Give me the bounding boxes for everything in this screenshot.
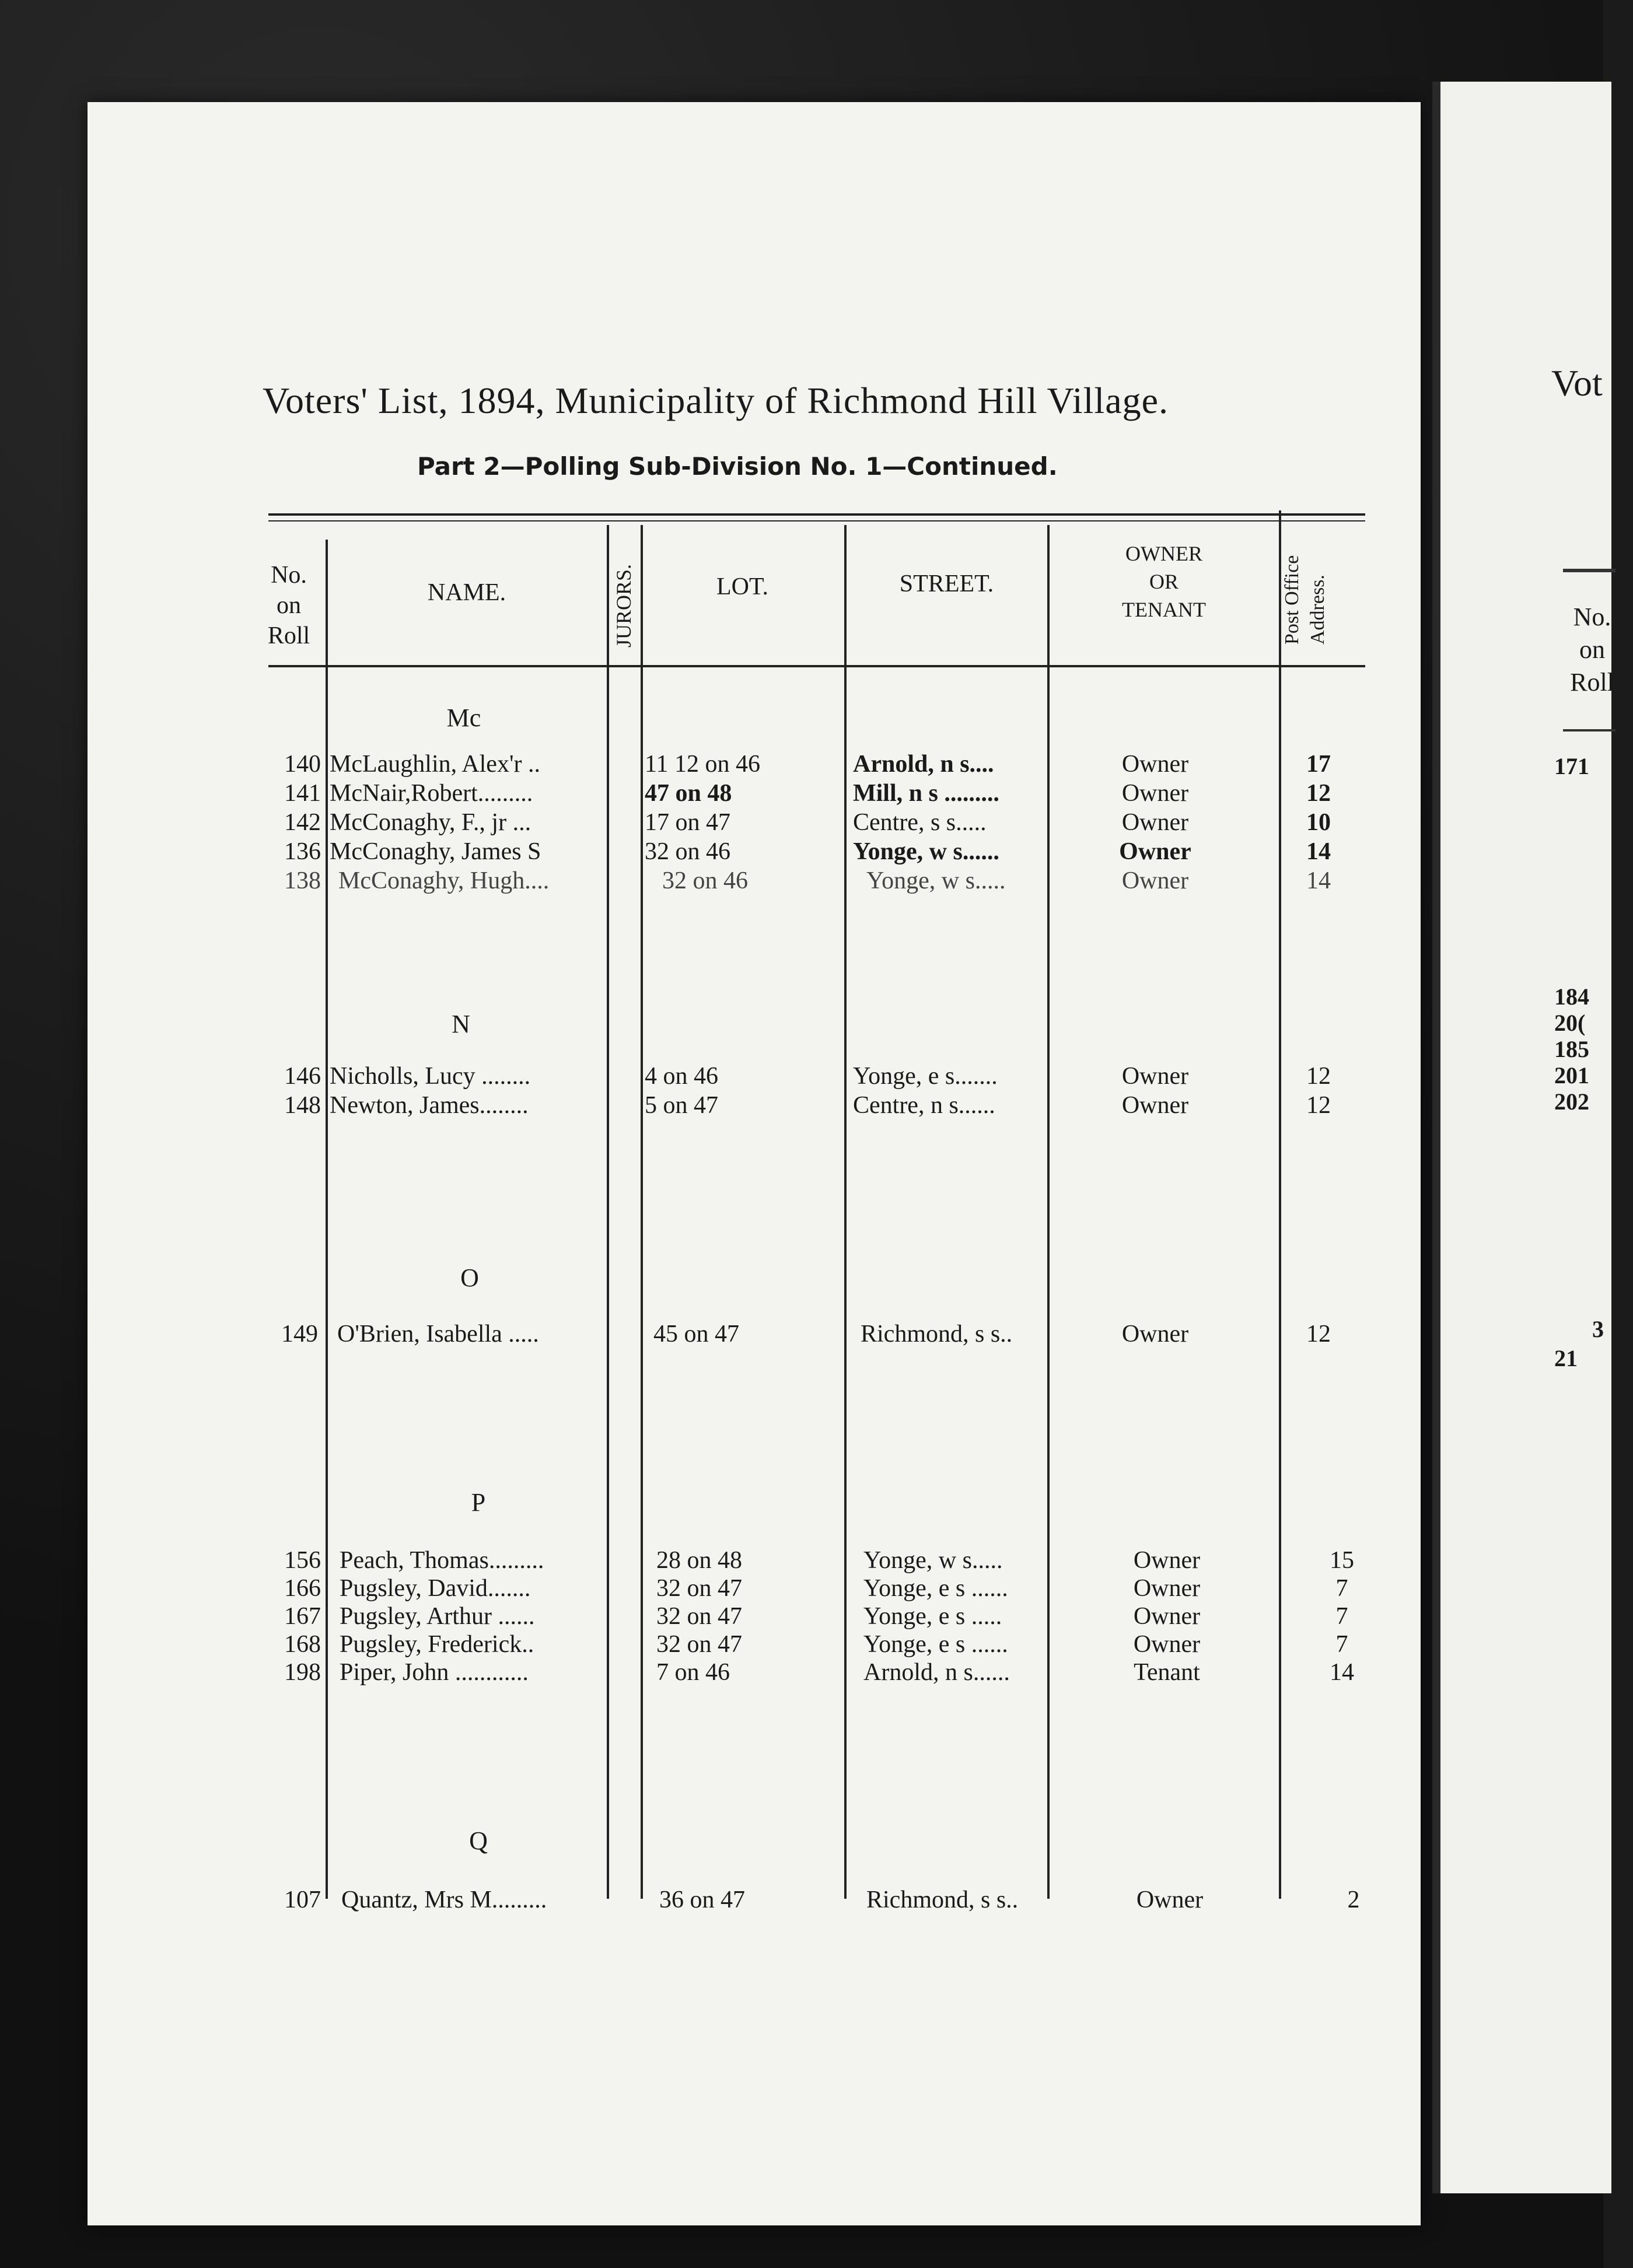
- facing-roll-number: 184: [1554, 984, 1589, 1010]
- street: Yonge, w s......: [853, 838, 999, 865]
- header-jurors: JURORS.: [612, 564, 635, 648]
- table-row: [0, 1885, 1603, 1915]
- table-row: [0, 837, 1603, 866]
- header-lot: LOT.: [716, 573, 769, 600]
- street: Richmond, s s..: [861, 1321, 1013, 1348]
- header-owner-or-tenant: [1050, 540, 1278, 624]
- street: Yonge, e s ......: [863, 1575, 1008, 1602]
- voter-name: McLaughlin, Alex'r ..: [330, 751, 540, 778]
- header-no-on-roll: [257, 560, 321, 651]
- lot: 32 on 46: [662, 867, 748, 894]
- roll-number: 166: [284, 1575, 321, 1602]
- voter-name: Piper, John ............: [340, 1659, 529, 1686]
- voter-name: McConaghy, Hugh....: [338, 867, 550, 894]
- street: Arnold, n s......: [863, 1659, 1010, 1686]
- facing-roll-number: 201: [1554, 1062, 1589, 1088]
- post-office: 17: [1306, 751, 1331, 778]
- post-office: 12: [1306, 1321, 1331, 1348]
- post-office: 10: [1306, 809, 1331, 836]
- facing-page-title: Vot: [1551, 362, 1603, 404]
- table-top-rule-thin: [268, 520, 1365, 522]
- lot: 47 on 48: [645, 780, 732, 807]
- street: Yonge, e s.......: [853, 1063, 998, 1090]
- section-letter: Mc: [446, 704, 481, 732]
- owner-tenant: Owner: [1133, 1547, 1201, 1574]
- street: Richmond, s s..: [866, 1887, 1019, 1913]
- voter-name: Pugsley, Frederick..: [340, 1631, 534, 1658]
- owner-tenant: Owner: [1121, 867, 1189, 894]
- owner-tenant: Owner: [1136, 1887, 1204, 1913]
- column-divider: [1279, 510, 1281, 1899]
- roll-number: 198: [284, 1659, 321, 1686]
- roll-number: 142: [284, 809, 321, 836]
- facing-roll-number: 21: [1554, 1345, 1578, 1371]
- voter-name: Quantz, Mrs M.........: [341, 1887, 547, 1913]
- voter-name: Pugsley, David.......: [340, 1575, 531, 1602]
- owner-tenant: Owner: [1121, 1321, 1189, 1348]
- voter-name: McConaghy, F., jr ...: [330, 809, 531, 836]
- facing-roll-number: 3: [1592, 1316, 1604, 1342]
- owner-tenant: Tenant: [1134, 1659, 1200, 1686]
- header-name: NAME.: [427, 579, 506, 606]
- voter-name: Peach, Thomas.........: [340, 1547, 544, 1574]
- lot: 32 on 47: [656, 1575, 742, 1602]
- section-letter: N: [452, 1010, 470, 1038]
- table-row: [0, 1602, 1603, 1631]
- lot: 5 on 47: [645, 1092, 718, 1119]
- table-row: [0, 1546, 1603, 1575]
- table-row: [0, 866, 1603, 895]
- owner-tenant: Owner: [1121, 1092, 1189, 1119]
- table-row: [0, 779, 1603, 808]
- facing-page-header: [1551, 601, 1633, 699]
- lot: 32 on 47: [656, 1603, 742, 1630]
- facing-page: [1432, 82, 1614, 2193]
- section-letter: Q: [469, 1826, 488, 1855]
- roll-number: 107: [284, 1887, 321, 1913]
- section-letter: P: [471, 1488, 486, 1517]
- roll-number: 167: [284, 1603, 321, 1630]
- column-divider: [1047, 525, 1050, 1899]
- table-row: [0, 1062, 1603, 1091]
- facing-roll-number: 185: [1554, 1036, 1589, 1062]
- post-office: 2: [1347, 1887, 1360, 1913]
- lot: 11 12 on 46: [645, 751, 760, 778]
- header-or-line: OR: [1149, 570, 1179, 593]
- lot: 17 on 47: [645, 809, 730, 836]
- column-divider: [326, 540, 328, 1899]
- post-office: 12: [1306, 1092, 1331, 1119]
- facing-header-on: on: [1579, 635, 1605, 664]
- street: Yonge, e s .....: [863, 1603, 1002, 1630]
- roll-number: 156: [284, 1547, 321, 1574]
- lot: 36 on 47: [659, 1887, 745, 1913]
- street: Centre, s s.....: [853, 809, 987, 836]
- owner-tenant: Owner: [1133, 1631, 1201, 1658]
- header-roll-line: Roll: [267, 622, 310, 649]
- owner-tenant: Owner: [1121, 751, 1189, 778]
- lot: 7 on 46: [656, 1659, 730, 1686]
- post-office: 12: [1306, 780, 1331, 807]
- section-letter: O: [460, 1264, 479, 1292]
- owner-tenant: Owner: [1121, 780, 1189, 807]
- voter-name: Pugsley, Arthur ......: [340, 1603, 535, 1630]
- owner-tenant: Owner: [1133, 1603, 1201, 1630]
- header-tenant-line: TENANT: [1122, 598, 1206, 621]
- roll-number: 168: [284, 1631, 321, 1658]
- street: Yonge, w s.....: [866, 867, 1006, 894]
- roll-number: 149: [281, 1321, 318, 1348]
- street: Arnold, n s....: [853, 751, 994, 778]
- post-office: 14: [1330, 1659, 1354, 1686]
- voter-name: Nicholls, Lucy ........: [330, 1063, 531, 1090]
- page-title: Voters' List, 1894, Municipality of Richmond Hill Village.: [263, 380, 1169, 421]
- column-divider: [607, 525, 609, 1899]
- voter-name: McConaghy, James S: [330, 838, 541, 865]
- header-owner-line: OWNER: [1125, 542, 1202, 565]
- roll-number: 146: [284, 1063, 321, 1090]
- header-street: STREET.: [899, 570, 994, 597]
- lot: 32 on 47: [656, 1631, 742, 1658]
- roll-number: 136: [284, 838, 321, 865]
- street: Yonge, e s ......: [863, 1631, 1008, 1658]
- post-office: 7: [1335, 1575, 1348, 1602]
- table-row: [0, 1630, 1603, 1659]
- facing-header-roll: Roll: [1570, 668, 1614, 696]
- post-office: 7: [1335, 1603, 1348, 1630]
- table-header-rule: [268, 665, 1365, 667]
- facing-rule: [1563, 569, 1615, 572]
- street: Centre, n s......: [853, 1092, 995, 1119]
- voter-name: Newton, James........: [330, 1092, 529, 1119]
- post-office: 15: [1330, 1547, 1354, 1574]
- table-row: [0, 1574, 1603, 1603]
- roll-number: 148: [284, 1092, 321, 1119]
- table-row: [0, 1320, 1603, 1349]
- table-top-rule: [268, 513, 1365, 516]
- owner-tenant: Owner: [1133, 1575, 1201, 1602]
- facing-roll-number: 202: [1554, 1088, 1589, 1115]
- header-post-office: Post Office: [1281, 555, 1303, 645]
- street: Mill, n s .........: [853, 780, 999, 807]
- roll-number: 138: [284, 867, 321, 894]
- post-office: 14: [1306, 867, 1331, 894]
- roll-number: 141: [284, 780, 321, 807]
- header-address: Address.: [1307, 575, 1328, 645]
- lot: 32 on 46: [645, 838, 730, 865]
- header-no-line: No.: [271, 562, 307, 589]
- post-office: 12: [1306, 1063, 1331, 1090]
- voter-name: O'Brien, Isabella .....: [337, 1321, 539, 1348]
- lot: 28 on 48: [656, 1547, 742, 1574]
- voter-name: McNair,Robert.........: [330, 780, 533, 807]
- facing-roll-number: 20(: [1554, 1010, 1586, 1036]
- post-office: 7: [1335, 1631, 1348, 1658]
- table-row: [0, 1091, 1603, 1120]
- roll-number: 140: [284, 751, 321, 778]
- facing-header-no: No.: [1573, 603, 1611, 631]
- lot: 45 on 47: [653, 1321, 739, 1348]
- header-on-line: on: [277, 592, 301, 619]
- facing-rule-2: [1563, 729, 1615, 732]
- table-row: [0, 808, 1603, 837]
- owner-tenant: Owner: [1121, 809, 1189, 836]
- street: Yonge, w s.....: [863, 1547, 1003, 1574]
- table-row: [0, 1658, 1603, 1687]
- column-divider: [641, 525, 643, 1899]
- lot: 4 on 46: [645, 1063, 718, 1090]
- page-subtitle: Part 2—Polling Sub-Division No. 1—Continued.: [417, 452, 1058, 481]
- column-divider: [844, 525, 847, 1899]
- post-office: 14: [1306, 838, 1331, 865]
- owner-tenant: Owner: [1121, 1063, 1189, 1090]
- owner-tenant: Owner: [1119, 838, 1191, 865]
- table-row: [0, 750, 1603, 779]
- facing-roll-number: 171: [1554, 753, 1589, 779]
